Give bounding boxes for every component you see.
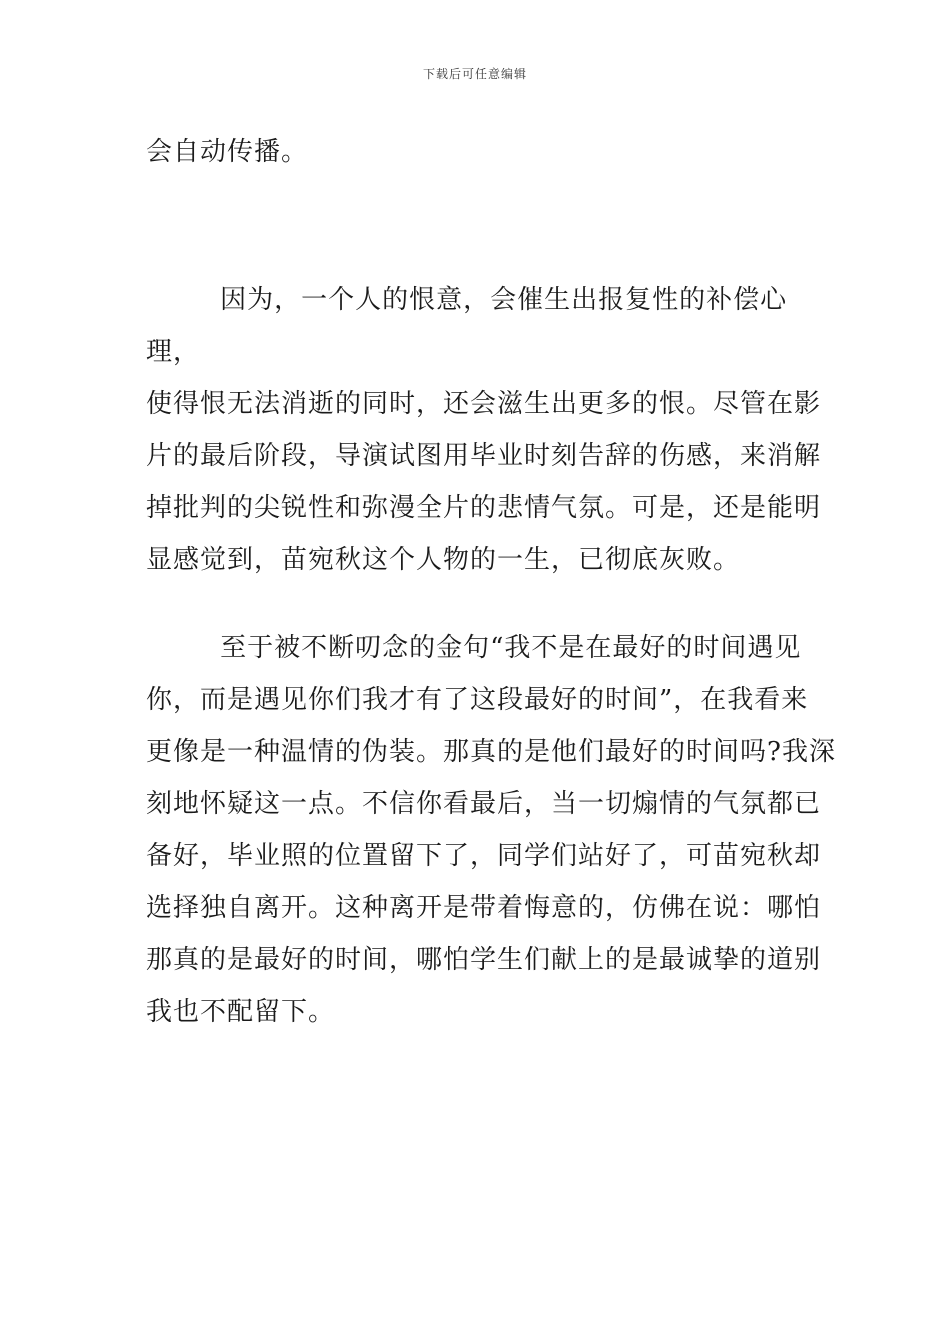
paragraph-1: 会自动传播。 — [146, 137, 309, 167]
paragraph-2: 因为，一个人的恨意，会催生出报复性的补偿心理， 使得恨无法消逝的同时，还会滋生出更多的恨。尽管在影 片的最后阶段，导演试图用毕业时刻告辞的伤感，来消解 掉批判的尖锐性和弥漫全片的悲情气氛。可是，还是能明 显感觉到，苗宛秋这个人物的一生，已彻底灰败。 — [146, 285, 822, 575]
paragraph-3: 至于被不断叨念的金句“我不是在最好的时间遇见 你，而是遇见你们我才有了这段最好的时间”，在我看来 更像是一种温情的伪装。那真的是他们最好的时间吗?我深 刻地怀疑这一点。不信你看最后，当一切煽情的气氛都已 备好，毕业照的位置留下了，同学们站好了，可苗宛秋却 选择独自离开。这种离开是带着悔意的，仿佛在说：哪怕 那真的是最好的时间，哪怕学生们献上的是最诚挚的道别 我也不配留下。 — [146, 633, 836, 1027]
page-header: 下载后可任意编辑 — [422, 67, 527, 81]
